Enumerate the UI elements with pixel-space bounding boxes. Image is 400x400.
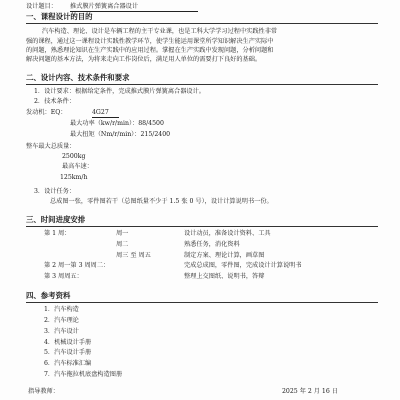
max-power: 最大功率（kw/r/min）：88/4500 — [70, 120, 164, 127]
design-topic-title: 推式膜片弹簧离合器设计 — [70, 3, 198, 12]
design-topic-label: 设计题目： — [26, 3, 57, 10]
reference-item: 2．汽车理论 — [44, 317, 79, 324]
max-mass-label: 整车最大总质量： — [26, 143, 76, 150]
section-1-line-2: 强的课程，通过这一课程设计实践性教学环节，使学生能运用课堂所学知识解决生产实际中 — [26, 38, 274, 45]
reference-item: 6．汽车标准汇编 — [44, 360, 92, 367]
schedule-week-label: 第 1 周： — [44, 230, 71, 237]
max-speed-label: 最高车速： — [62, 163, 93, 170]
section-2-heading: 二、设计内容、技术条件和要求 — [26, 73, 130, 82]
section-3-heading: 三、时间进度安排 — [26, 215, 86, 224]
reference-item: 1．汽车构造 — [44, 306, 79, 313]
document-date: 2025 年 2 月 16 日 — [282, 388, 338, 395]
schedule-task: 设计动员，准备设计资料、工具 — [184, 230, 271, 237]
max-torque: 最大扭矩（Nm/r/min）：215/2400 — [70, 131, 171, 138]
schedule-day: 周一 — [116, 230, 129, 237]
max-speed-value: 125km/h — [60, 174, 88, 181]
section-1-line-1: 汽车构造、理论、设计是车辆工程的主干专业课，也是工科大学学习过程中实践性非常 — [42, 28, 278, 35]
schedule-task: 制定方案、理论计算，画草图 — [184, 252, 265, 259]
section-1-line-3: 的问题，熟悉理论知识在生产实践中的应用过程。掌握在生产实践中发现问题，分析问题和 — [26, 47, 274, 54]
schedule-task: 整理上交图纸、说明书，答辩 — [184, 273, 265, 280]
advisor-label: 指导教师： — [28, 388, 59, 395]
schedule-task: 完成总成图，零件图，完成设计计算说明书 — [184, 262, 302, 269]
reference-item: 5．汽车设计手册 — [44, 349, 92, 356]
reference-item: 4．机械设计手册 — [44, 339, 92, 346]
schedule-day: 周二 — [116, 241, 129, 248]
section-3-divider — [26, 226, 378, 227]
reference-item: 7．汽车拖拉机底盘构造图册 — [44, 371, 123, 378]
section-1-divider — [26, 23, 378, 24]
schedule-week-label: 第 3 周周五： — [44, 273, 83, 280]
schedule-week-label: 第 2 周一第 3 周周二： — [44, 262, 110, 269]
schedule-day: 周三 至 周五 — [116, 252, 151, 259]
technical-conditions-label: 2．技术条件： — [34, 98, 76, 105]
reference-item: 3．汽车设计 — [44, 328, 79, 335]
section-4-divider — [26, 302, 378, 303]
design-requirement: 1．设计要求：根据给定条件，完成推式膜片弹簧离合器设计。 — [34, 88, 205, 95]
design-task-label: 3．设计任务： — [34, 188, 76, 195]
design-task-text: 总成图一张，零件图若干（总图纸量不少于 1.5 张 0 号），设计计算说明书一份。 — [50, 198, 273, 205]
section-1-heading: 一、课程设计的目的 — [26, 12, 93, 21]
section-2-divider — [26, 84, 378, 85]
max-mass-value: 2500kg — [62, 153, 86, 160]
engine-label: 发动机：EQ： — [26, 109, 67, 116]
section-1-line-4: 解决问题的基本方法，为将来走向工作岗位后，满足用人单位的需要打下良好的基础。 — [26, 56, 262, 63]
section-4-heading: 四、参考资料 — [26, 291, 71, 300]
schedule-task: 熟悉任务，消化资料 — [184, 241, 240, 248]
engine-model: 4G27 — [92, 109, 119, 118]
